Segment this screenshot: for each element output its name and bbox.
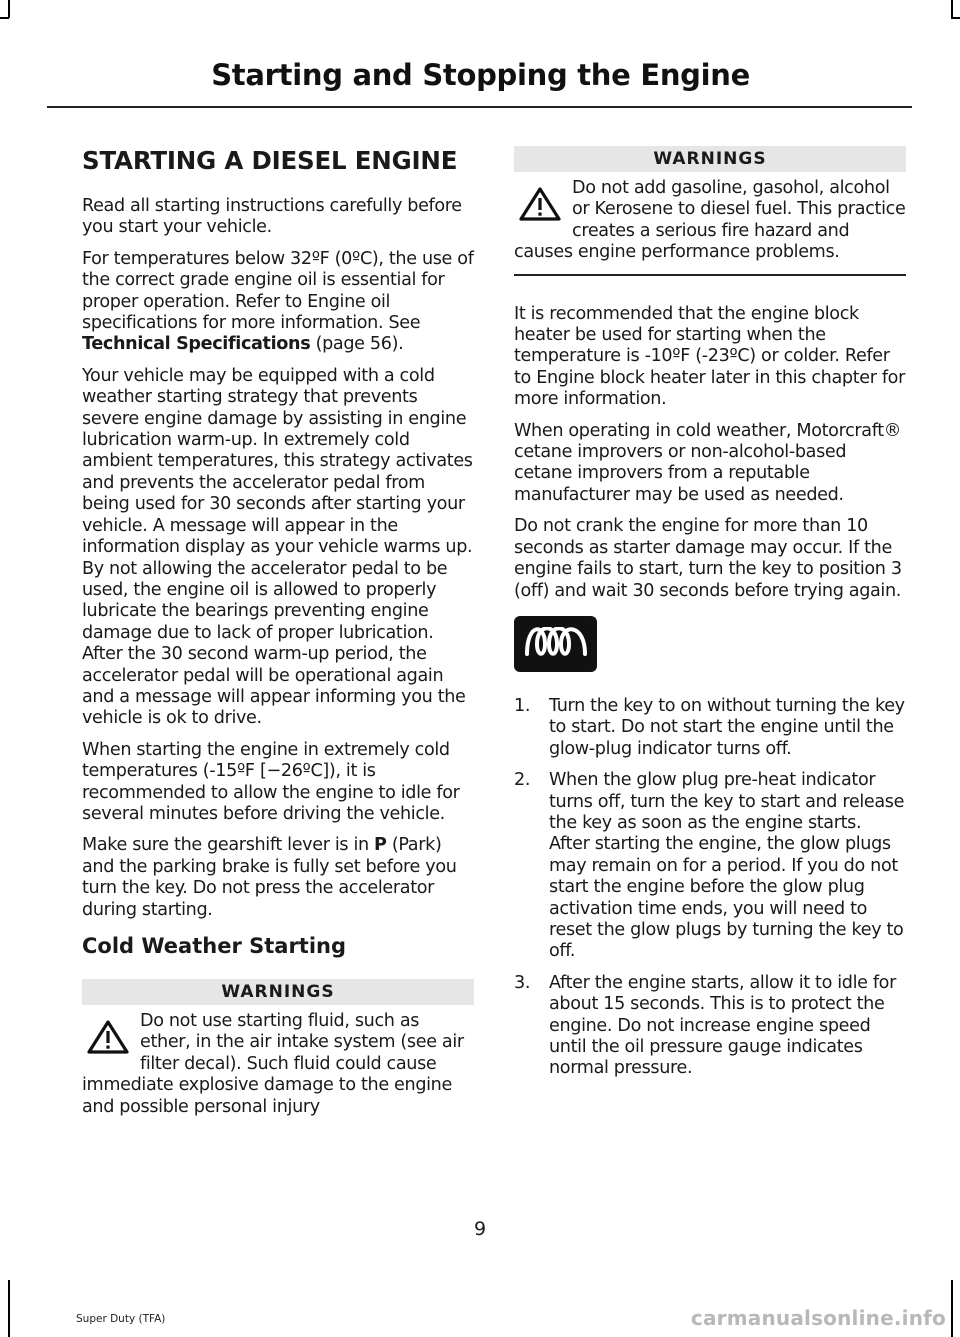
step-text: After the engine starts, allow it to idle for about 15 seconds. This is to protect the engine. Do not increase engine speed until the oil pressure gauge indicates normal pressure. <box>549 972 896 1079</box>
paragraph: Do not crank the engine for more than 10 seconds as starter damage may occur. If the engine fails to start, turn the key to position 3 (off) and wait 30 seconds before trying again. <box>514 516 902 601</box>
crop-mark <box>951 17 960 19</box>
crop-mark <box>8 0 10 18</box>
list-item <box>514 770 906 963</box>
warning-text: Do not add gasoline, gasohol, alcohol or Kerosene to diesel fuel. This practice creates a serious fire hazard and causes engine performance problems. <box>514 178 906 263</box>
page-reference: (page 56). <box>310 334 404 355</box>
warning-box <box>514 178 906 276</box>
paragraph: Read all starting instructions carefully before you start your vehicle. <box>82 196 462 238</box>
glow-plug-indicator-icon <box>514 616 597 672</box>
crop-mark <box>0 17 9 19</box>
step-number: 1. <box>514 695 531 716</box>
paragraph-text: For temperatures below 32ºF (0ºC), the use of the correct grade engine oil is essential for proper operation. Refer to Engine oil specifications for more information. See <box>82 248 474 334</box>
warning-triangle-icon <box>518 186 562 222</box>
cross-reference-link[interactable]: Technical Specifications <box>82 334 311 355</box>
warnings-header: WARNINGS <box>82 979 474 1005</box>
steps-list <box>514 696 906 1080</box>
warning-triangle-icon <box>86 1019 130 1055</box>
warning-box <box>82 1011 474 1128</box>
paragraph-text: (Park) and the parking brake is fully set before you turn the key. Do not press the accelerator during starting. <box>82 835 457 920</box>
step-number: 3. <box>514 972 531 993</box>
crop-mark <box>951 0 953 18</box>
paragraph: When starting the engine in extremely cold temperatures (-15ºF [−26ºC]), it is recommended to allow the engine to idle for several minutes before driving the vehicle. <box>82 739 460 824</box>
footer-model: Super Duty (TFA) <box>76 1313 166 1325</box>
paragraph <box>82 835 474 921</box>
crop-mark <box>951 1280 953 1337</box>
page-title: Starting and Stopping the Engine <box>211 58 750 92</box>
header-divider <box>47 106 912 108</box>
paragraph: It is recommended that the engine block heater be used for starting when the temperature is -10ºF (-23ºC) or colder. Refer to Engine block heater later in this chapter for more information. <box>514 303 905 410</box>
crop-mark <box>8 1280 10 1337</box>
subsection-heading: Cold Weather Starting <box>82 934 347 958</box>
step-text: When the glow plug pre-heat indicator turns off, turn the key to start and release the key as soon as the engine starts. After starting the engine, the glow plugs may remain on for a period. If you do not start the engine before the glow plug activation time ends, you will need to reset the glow plugs by turning the key to off. <box>549 770 905 962</box>
glow-plug-coil-icon <box>523 627 589 661</box>
right-column <box>514 146 906 1090</box>
warnings-header: WARNINGS <box>514 146 906 172</box>
list-item <box>514 973 906 1080</box>
paragraph-text: Make sure the gearshift lever is in <box>82 835 375 856</box>
list-item <box>514 696 906 760</box>
paragraph: When operating in cold weather, Motorcraft® cetane improvers or non-alcohol-based cetane improvers from a reputable manufacturer may be used as needed. <box>514 420 902 505</box>
paragraph: Your vehicle may be equipped with a cold weather starting strategy that prevents severe engine damage by assisting in engine lubrication warm-up. In extremely cold ambient temperatures, this strategy activates and prevents the accelerator pedal from being used for 30 seconds after starting your vehicle. A message will appear in the information display as your vehicle warms up. By not allowing the accelerator pedal to be used, the engine oil is allowed to properly lubricate the bearings preventing engine damage due to lack of proper lubrication. After the 30 second warm-up period, the accelerator pedal will be operational again and a message will appear informing you the vehicle is ok to drive. <box>82 365 473 729</box>
section-heading: STARTING A DIESEL ENGINE <box>82 146 458 175</box>
page-number: 9 <box>473 1218 487 1240</box>
step-number: 2. <box>514 770 531 791</box>
park-gear-label: P <box>374 835 387 856</box>
paragraph <box>82 249 474 356</box>
step-text: Turn the key to on without turning the key to start. Do not start the engine until the glow-plug indicator turns off. <box>549 695 905 759</box>
watermark: carmanualsonline.info <box>690 1306 946 1330</box>
left-column <box>82 146 474 1156</box>
warning-text: Do not use starting fluid, such as ether, in the air intake system (see air filter decal). Such fluid could cause immediate explosive damage to the engine and possible personal injury <box>82 1011 464 1117</box>
